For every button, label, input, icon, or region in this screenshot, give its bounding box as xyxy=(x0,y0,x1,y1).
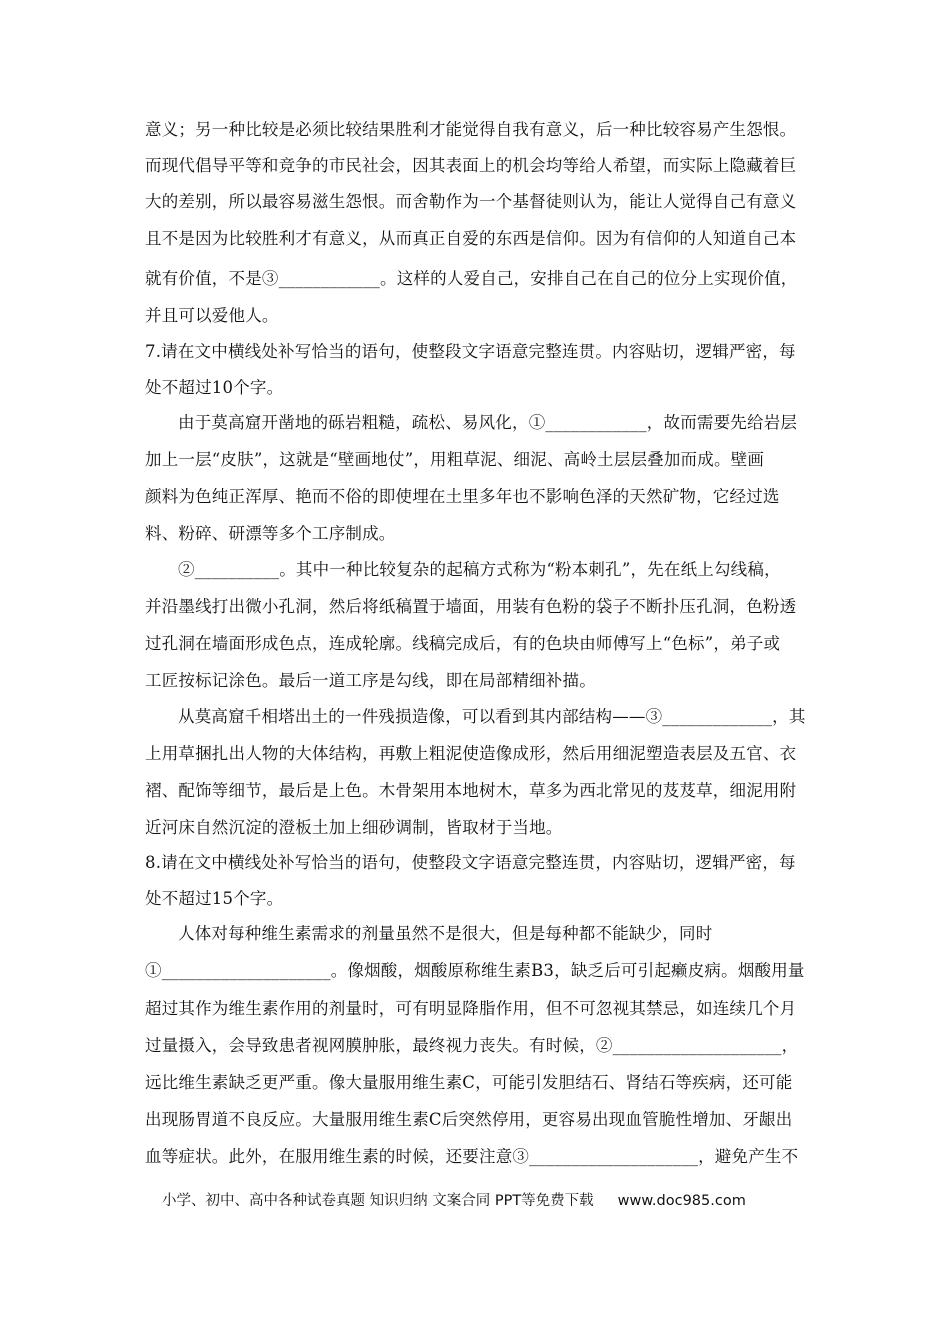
text-line: 出现肠胃道不良反应。大量服用维生素C后突然停用，更容易出现血管脆性增加、牙龈出 xyxy=(145,1110,793,1129)
text-line: 超过其作为维生素作用的剂量时，可有明显降脂作用，但不可忽视其禁忌，如连续几个月 xyxy=(145,999,797,1018)
question-8-prompt: 8.请在文中横线处补写恰当的语句，使整段文字语意完整连贯，内容贴切，逻辑严密，每 xyxy=(145,853,796,872)
question-8-prompt-cont: 处不超过15个字。 xyxy=(145,889,284,908)
text-line: 且不是因为比较胜利才有意义，从而真正自爱的东西是信仰。因为有信仰的人知道自己本 xyxy=(145,229,797,248)
question-7-prompt-cont: 处不超过10个字。 xyxy=(145,378,284,397)
text-line: 而现代倡导平等和竞争的市民社会，因其表面上的机会均等给人希望，而实际上隐藏着巨 xyxy=(145,156,797,175)
text-line: 料、粉碎、研漂等多个工序制成。 xyxy=(145,524,396,543)
text-line: 过孔洞在墙面形成色点，连成轮廓。线稿完成后，有的色块由师傅写上“色标”，弟子或 xyxy=(145,634,781,653)
text-line: 意义；另一种比较是必须比较结果胜利才能觉得自我有意义，后一种比较容易产生怨恨。 xyxy=(145,120,797,139)
paragraph-first-line: ②__________。其中一种比较复杂的起稿方式称为“粉本刺孔”，先在纸上勾线稿， xyxy=(178,560,781,579)
paragraph-first-line: 由于莫高窟开凿地的砾岩粗糙，疏松、易风化，①____________，故而需要先给岩层 xyxy=(178,413,798,432)
footer-url-link[interactable]: www.doc985.com xyxy=(617,1193,746,1209)
text-line: 并沿墨线打出微小孔洞，然后将纸稿置于墙面，用装有色粉的袋子不断扑压孔洞，色粉透 xyxy=(145,597,797,616)
text-line: 颜料为色纯正浑厚、艳而不俗的即使埋在土里多年也不影响色泽的天然矿物，它经过选 xyxy=(145,487,780,506)
page-footer xyxy=(162,1190,862,1212)
text-line: 并且可以爱他人。 xyxy=(145,306,279,325)
text-line: 过量摄入，会导致患者视网膜肿胀，最终视力丧失。有时候，②____________________， xyxy=(145,1036,799,1055)
text-line: 血等症状。此外，在服用维生素的时候，还要注意③____________________，避免产生不 xyxy=(145,1147,799,1166)
text-line: 就有价值，不是③____________。这样的人爱自己，安排自己在自己的位分上实现价值， xyxy=(145,269,798,288)
paragraph-first-line: 从莫高窟千相塔出土的一件残损造像，可以看到其内部结构——③_____________，其 xyxy=(178,707,806,726)
text-line: 工匠按标记涂色。最后一道工序是勾线，即在局部精细补描。 xyxy=(145,671,596,690)
paragraph-first-line: 人体对每种维生素需求的剂量虽然不是很大，但是每种都不能缺少，同时 xyxy=(178,924,713,943)
text-line: 远比维生素缺乏更严重。像大量服用维生素C，可能引发胆结石、肾结石等疾病，还可能 xyxy=(145,1073,793,1092)
text-line: 加上一层“皮肤”，这就是“壁画地仗”，用粗草泥、细泥、高岭土层层叠加而成。壁画 xyxy=(145,450,765,469)
text-line: ①____________________。像烟酸，烟酸原称维生素B3，缺乏后可引起癞皮病。烟酸用量 xyxy=(145,961,805,980)
footer-text: 小学、初中、高中各种试卷真题 知识归纳 文案合同 PPT等免费下载 xyxy=(162,1193,594,1209)
text-line: 近河床自然沉淀的澄板土加上细砂调制，皆取材于当地。 xyxy=(145,818,563,837)
text-line: 上用草捆扎出人物的大体结构，再敷上粗泥使造像成形，然后用细泥塑造表层及五官、衣 xyxy=(145,744,797,763)
question-7-prompt: 7.请在文中横线处补写恰当的语句，使整段文字语意完整连贯。内容贴切，逻辑严密，每 xyxy=(145,342,796,361)
text-line: 褶、配饰等细节，最后是上色。木骨架用本地树木，草多为西北常见的芨芨草，细泥用附 xyxy=(145,781,797,800)
text-line: 大的差别，所以最容易滋生怨恨。而舍勒作为一个基督徒则认为，能让人觉得自己有意义 xyxy=(145,192,797,211)
